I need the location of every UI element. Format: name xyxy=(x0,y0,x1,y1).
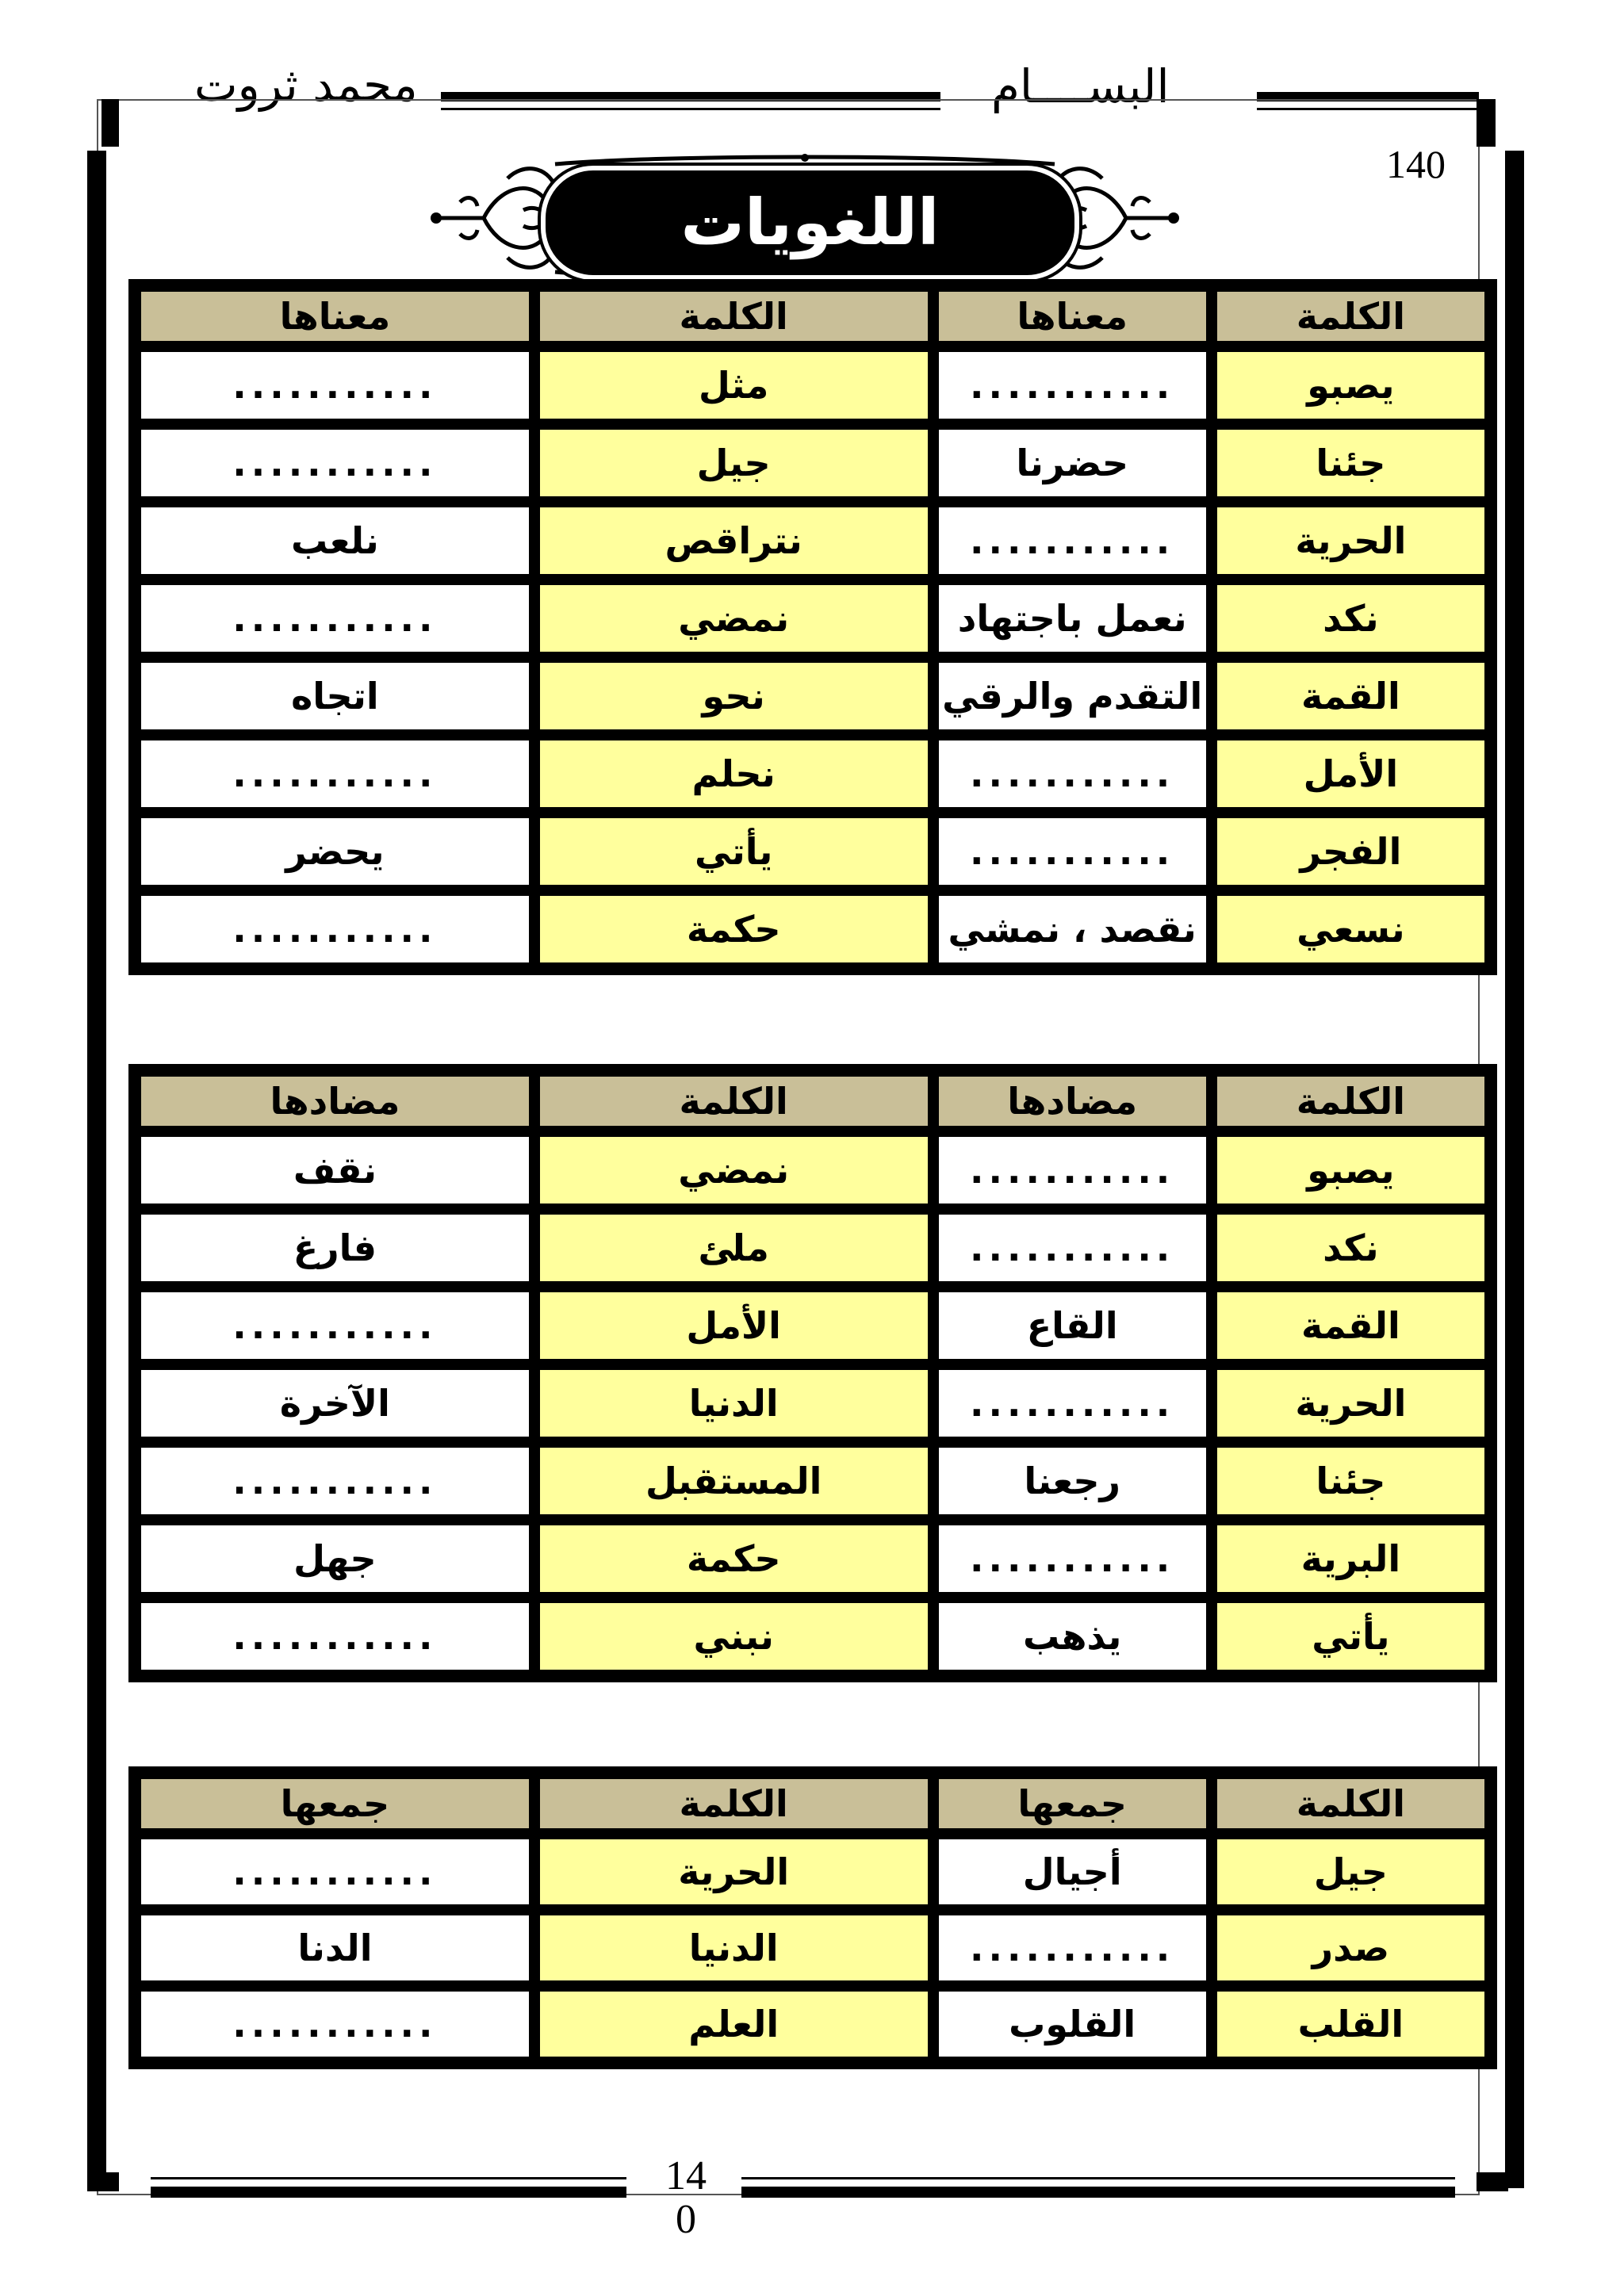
answer-cell[interactable]: ........... xyxy=(138,1600,532,1673)
column-header: مضادها xyxy=(936,1073,1209,1129)
answer-cell[interactable]: الدنا xyxy=(138,1912,532,1984)
table-row xyxy=(138,1445,1488,1517)
word-cell: صدر xyxy=(1214,1912,1488,1984)
column-header: الكلمة xyxy=(1214,289,1488,344)
answer-cell[interactable]: نقف xyxy=(138,1134,532,1207)
answer-cell[interactable]: ........... xyxy=(936,1522,1209,1595)
word-cell: القمة xyxy=(1214,660,1488,733)
word-cell: الدنيا xyxy=(537,1912,931,1984)
word-cell: نكد xyxy=(1214,582,1488,655)
word-cell: القمة xyxy=(1214,1289,1488,1362)
answer-cell[interactable]: التقدم والرقي xyxy=(936,660,1209,733)
column-header: الكلمة xyxy=(1214,1073,1488,1129)
answer-cell[interactable]: ........... xyxy=(936,1211,1209,1284)
table-header-row xyxy=(138,1776,1488,1831)
frame-left-bar xyxy=(87,151,106,2180)
page-number-bottom-line1: 14 xyxy=(665,2153,707,2198)
answer-cell[interactable]: ........... xyxy=(138,893,532,966)
frame-bottom-right-thin xyxy=(741,2177,1455,2179)
word-cell: مثل xyxy=(537,349,931,422)
column-header: مضادها xyxy=(138,1073,532,1129)
frame-bottom-left xyxy=(151,2187,626,2198)
answer-cell[interactable]: يحضر xyxy=(138,815,532,888)
answer-cell[interactable]: ........... xyxy=(138,427,532,499)
frame-right-corner-top xyxy=(1477,99,1496,147)
author-name: محمد ثروت xyxy=(194,58,418,112)
answer-cell[interactable]: ........... xyxy=(936,1134,1209,1207)
answer-cell[interactable]: رجعنا xyxy=(936,1445,1209,1517)
word-cell: نكد xyxy=(1214,1211,1488,1284)
word-cell: جئنا xyxy=(1214,1445,1488,1517)
word-cell: نبني xyxy=(537,1600,931,1673)
opposites-table xyxy=(128,1064,1497,1682)
table-row xyxy=(138,893,1488,966)
word-cell: يصبو xyxy=(1214,349,1488,422)
answer-cell[interactable]: ........... xyxy=(936,1912,1209,1984)
table-header-row xyxy=(138,289,1488,344)
word-cell: يصبو xyxy=(1214,1134,1488,1207)
word-cell: حكمة xyxy=(537,1522,931,1595)
frame-right-bar xyxy=(1505,151,1524,2188)
table-row xyxy=(138,1912,1488,1984)
column-header: جمعها xyxy=(936,1776,1209,1831)
word-cell: نحو xyxy=(537,660,931,733)
table-row xyxy=(138,349,1488,422)
word-cell: يأتي xyxy=(537,815,931,888)
answer-cell[interactable]: ........... xyxy=(936,349,1209,422)
answer-cell[interactable]: ........... xyxy=(138,1445,532,1517)
answer-cell[interactable]: يذهب xyxy=(936,1600,1209,1673)
answer-cell[interactable]: القلوب xyxy=(936,1988,1209,2060)
answer-cell[interactable]: ........... xyxy=(138,737,532,810)
word-cell: نتراقص xyxy=(537,504,931,577)
answer-cell[interactable]: ........... xyxy=(936,815,1209,888)
table-row xyxy=(138,1211,1488,1284)
table-row xyxy=(138,582,1488,655)
table-row xyxy=(138,504,1488,577)
column-header: الكلمة xyxy=(537,1776,931,1831)
word-cell: الأمل xyxy=(1214,737,1488,810)
column-header: جمعها xyxy=(138,1776,532,1831)
plurals-table xyxy=(128,1766,1497,2069)
column-header: معناها xyxy=(936,289,1209,344)
answer-cell[interactable]: ........... xyxy=(138,1988,532,2060)
word-cell: ملئ xyxy=(537,1211,931,1284)
word-cell: الدنيا xyxy=(537,1367,931,1440)
answer-cell[interactable]: ........... xyxy=(138,1836,532,1908)
word-cell: الحرية xyxy=(1214,1367,1488,1440)
answer-cell[interactable]: اتجاه xyxy=(138,660,532,733)
frame-bottom-right xyxy=(741,2187,1455,2198)
frame-bottom-right-corner xyxy=(1477,2172,1508,2191)
answer-cell[interactable]: حضرنا xyxy=(936,427,1209,499)
word-cell: البرية xyxy=(1214,1522,1488,1595)
word-cell: حكمة xyxy=(537,893,931,966)
table-row xyxy=(138,1289,1488,1362)
table-row xyxy=(138,1522,1488,1595)
word-cell: الأمل xyxy=(537,1289,931,1362)
table-row xyxy=(138,1600,1488,1673)
table-row xyxy=(138,1134,1488,1207)
word-cell: القلب xyxy=(1214,1988,1488,2060)
answer-cell[interactable]: نلعب xyxy=(138,504,532,577)
column-header: الكلمة xyxy=(1214,1776,1488,1831)
table-row xyxy=(138,815,1488,888)
answer-cell[interactable]: نقصد ، نمشي xyxy=(936,893,1209,966)
table-row xyxy=(138,1367,1488,1440)
answer-cell[interactable]: الآخرة xyxy=(138,1367,532,1440)
answer-cell[interactable]: ........... xyxy=(936,1367,1209,1440)
answer-cell[interactable]: فارغ xyxy=(138,1211,532,1284)
word-cell: المستقبل xyxy=(537,1445,931,1517)
table-row xyxy=(138,1988,1488,2060)
word-cell: نحلم xyxy=(537,737,931,810)
page-title: اللغويات xyxy=(680,186,940,259)
table-row xyxy=(138,427,1488,499)
word-cell: نمضي xyxy=(537,1134,931,1207)
table-header-row xyxy=(138,1073,1488,1129)
book-title: البســــام xyxy=(991,59,1170,113)
frame-left-corner-top xyxy=(102,99,119,147)
answer-cell[interactable]: نعمل باجتهاد xyxy=(936,582,1209,655)
word-cell: الفجر xyxy=(1214,815,1488,888)
title-ornament xyxy=(428,155,1182,281)
answer-cell[interactable]: ........... xyxy=(138,1289,532,1362)
answer-cell[interactable]: ........... xyxy=(936,737,1209,810)
title-badge xyxy=(546,170,1074,275)
page-number-bottom xyxy=(650,2153,722,2242)
page-number-bottom-line2: 0 xyxy=(676,2196,696,2242)
word-cell: جيل xyxy=(1214,1836,1488,1908)
frame-bottom-left-thin xyxy=(151,2177,626,2179)
word-cell: يأتي xyxy=(1214,1600,1488,1673)
answer-cell[interactable]: القاع xyxy=(936,1289,1209,1362)
frame-bottom-left-corner xyxy=(87,2172,119,2191)
answer-cell[interactable]: جهل xyxy=(138,1522,532,1595)
word-cell: العلم xyxy=(537,1988,931,2060)
word-cell: الحرية xyxy=(537,1836,931,1908)
column-header: معناها xyxy=(138,289,532,344)
answer-cell[interactable]: ........... xyxy=(138,349,532,422)
answer-cell[interactable]: ........... xyxy=(138,582,532,655)
page-number-top: 140 xyxy=(1386,142,1446,186)
table-row xyxy=(138,1836,1488,1908)
word-cell: نسعي xyxy=(1214,893,1488,966)
meanings-table xyxy=(128,279,1497,975)
word-cell: نمضي xyxy=(537,582,931,655)
word-cell: الحرية xyxy=(1214,504,1488,577)
column-header: الكلمة xyxy=(537,289,931,344)
column-header: الكلمة xyxy=(537,1073,931,1129)
word-cell: جيل xyxy=(537,427,931,499)
answer-cell[interactable]: ........... xyxy=(936,504,1209,577)
table-row xyxy=(138,737,1488,810)
word-cell: جئنا xyxy=(1214,427,1488,499)
table-row xyxy=(138,660,1488,733)
answer-cell[interactable]: أجيال xyxy=(936,1836,1209,1908)
